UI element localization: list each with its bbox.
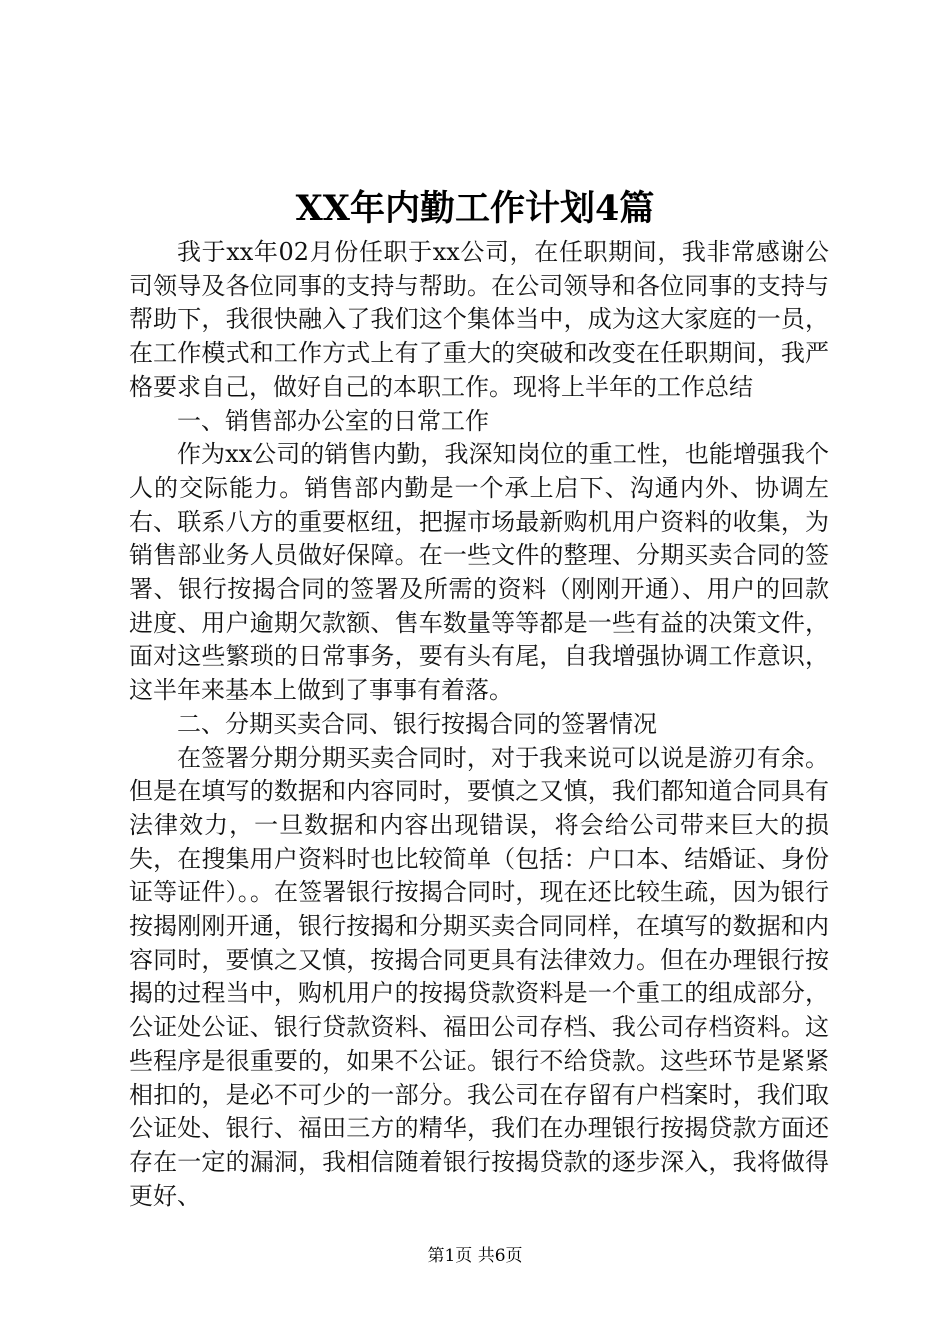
section-heading-contracts: 二、分期买卖合同、银行按揭合同的签署情况 (177, 709, 657, 738)
daily-work-paragraph: 作为xx公司的销售内勤，我深知岗位的重工性，也能增强我个人的交际能力。销售部内勤是一个承上启下、沟通内外、协调左右、联系八方的重要枢纽，把握市场最新购机用户资料的收集，为销售部业务人员做好保障。在一些文件的整理、分期买卖合同的签署、银行按揭合同的签署及所需的资料（刚刚开通）、用户的回款进度、用户逾期欠款额、售车数量等等都是一些有益的决策文件，面对这些繁琐的日常事务，要有头有尾，自我增强协调工作意识，这半年来基本上做到了事事有着落。 (129, 440, 829, 705)
intro-paragraph: 我于xx年02月份任职于xx公司，在任职期间，我非常感谢公司领导及各位同事的支持与帮助。在公司领导和各位同事的支持与帮助下，我很快融入了我们这个集体当中，成为这大家庭的一员，在工作模式和工作方式上有了重大的突破和改变在任职期间，我严格要求自己，做好自己的本职工作。现将上半年的工作总结 (129, 238, 829, 401)
page-number-footer: 第1页 共6页 (427, 1246, 523, 1266)
contracts-paragraph: 在签署分期分期买卖合同时，对于我来说可以说是游刃有余。但是在填写的数据和内容同时，要慎之又慎，我们都知道合同具有法律效力，一旦数据和内容出现错误，将会给公司带来巨大的损失，在搜集用户资料时也比较简单（包括：户口本、结婚证、身份证等证件）。。在签署银行按揭合同时，现在还比较生疏，因为银行按揭刚刚开通，银行按揭和分期买卖合同同样，在填写的数据和内容同时，要慎之又慎，按揭合同更具有法律效力。但在办理银行按揭的过程当中，购机用户的按揭贷款资料是一个重工的组成部分，公证处公证、银行贷款资料、福田公司存档、我公司存档资料。这些程序是很重要的，如果不公证。银行不给贷款。这些环节是紧紧相扣的，是必不可少的一部分。我公司在存留有户档案时，我们取公证处、银行、福田三方的精华，我们在办理银行按揭贷款方面还存在一定的漏洞，我相信随着银行按揭贷款的逐步深入，我将做得更好、 (129, 743, 829, 1210)
document-title: XX年内勤工作计划4篇 (295, 188, 655, 229)
document-body (129, 236, 829, 1213)
section-heading-daily-work: 一、销售部办公室的日常工作 (177, 406, 489, 435)
